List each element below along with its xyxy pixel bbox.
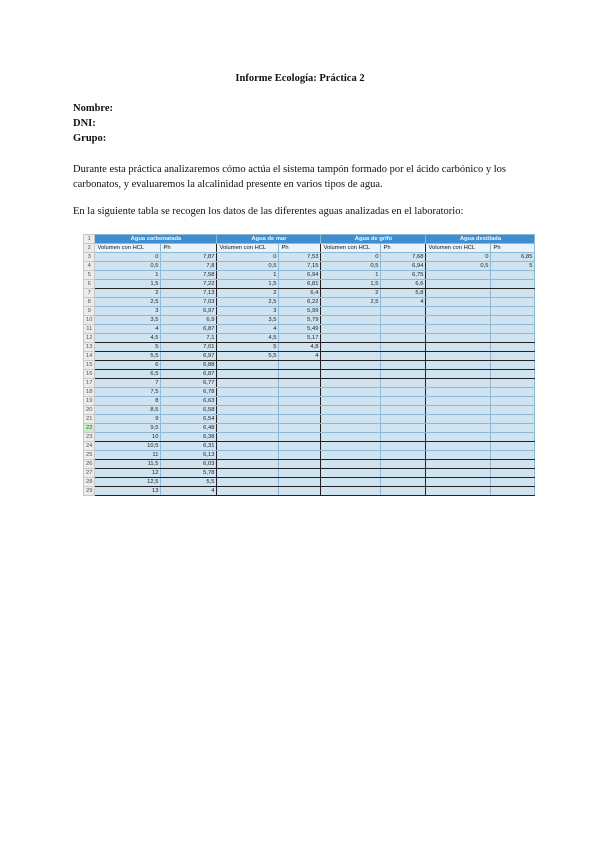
table-cell <box>321 424 381 433</box>
row-number: 28 <box>84 478 95 487</box>
table-row <box>84 469 535 478</box>
table-cell <box>321 478 381 487</box>
table-row <box>84 289 535 298</box>
table-cell <box>217 469 279 478</box>
table-cell: 7,03 <box>161 298 217 307</box>
table-cell <box>381 361 426 370</box>
table-cell: 6,97 <box>161 307 217 316</box>
table-cell <box>321 334 381 343</box>
table-cell: 7,15 <box>279 262 321 271</box>
table-cell <box>426 379 491 388</box>
table-cell <box>279 442 321 451</box>
row-number: 4 <box>84 262 95 271</box>
table-cell: 6,77 <box>161 379 217 388</box>
table-cell <box>321 397 381 406</box>
table-cell <box>321 487 381 496</box>
row-number: 7 <box>84 289 95 298</box>
table-cell <box>217 451 279 460</box>
table-cell <box>279 388 321 397</box>
table-cell: 6,85 <box>491 253 535 262</box>
column-header: Ph <box>491 244 535 253</box>
table-cell <box>426 415 491 424</box>
table-cell <box>491 325 535 334</box>
table-cell <box>426 280 491 289</box>
table-cell: 3,5 <box>217 316 279 325</box>
table-cell: 3 <box>217 307 279 316</box>
table-cell: 6,5 <box>95 370 161 379</box>
row-number: 27 <box>84 469 95 478</box>
table-cell: 5,5 <box>217 352 279 361</box>
table-cell: 0,5 <box>217 262 279 271</box>
table-cell <box>381 343 426 352</box>
table-cell <box>321 469 381 478</box>
table-cell: 6,58 <box>161 406 217 415</box>
field-label: DNI: <box>73 118 96 129</box>
table-cell: 1 <box>95 271 161 280</box>
row-number: 15 <box>84 361 95 370</box>
table-cell <box>217 397 279 406</box>
table-cell <box>491 379 535 388</box>
table-cell <box>279 406 321 415</box>
table-row <box>84 424 535 433</box>
table-cell <box>491 487 535 496</box>
table-cell <box>491 280 535 289</box>
row-number: 5 <box>84 271 95 280</box>
table-cell <box>217 388 279 397</box>
table-cell: 7,58 <box>161 271 217 280</box>
table-cell: 0,5 <box>426 262 491 271</box>
table-cell <box>426 406 491 415</box>
table-cell <box>491 316 535 325</box>
table-row <box>84 262 535 271</box>
field-label: Grupo: <box>73 133 107 144</box>
table-cell <box>279 478 321 487</box>
table-cell <box>321 433 381 442</box>
table-cell: 4 <box>279 352 321 361</box>
table-cell: 7,8 <box>161 262 217 271</box>
table-cell: 6,31 <box>161 442 217 451</box>
table-cell <box>426 289 491 298</box>
table-cell: 6,38 <box>161 433 217 442</box>
table-cell <box>426 298 491 307</box>
table-cell: 6,97 <box>161 352 217 361</box>
table-cell <box>321 370 381 379</box>
table-cell: 8 <box>95 397 161 406</box>
group-header: Agua carbonatada <box>95 235 217 244</box>
table-cell: 6,13 <box>161 451 217 460</box>
table-cell <box>426 343 491 352</box>
table-row <box>84 316 535 325</box>
table-row <box>84 433 535 442</box>
table-cell <box>491 352 535 361</box>
table-cell <box>491 478 535 487</box>
table-row <box>84 406 535 415</box>
table-cell <box>491 298 535 307</box>
table-cell <box>491 415 535 424</box>
table-cell <box>217 433 279 442</box>
table-cell <box>381 478 426 487</box>
row-number: 25 <box>84 451 95 460</box>
row-number: 1 <box>84 235 95 244</box>
table-cell <box>491 433 535 442</box>
table-row <box>84 370 535 379</box>
row-number: 2 <box>84 244 95 253</box>
table-cell: 12,5 <box>95 478 161 487</box>
column-header: Volumen con HCL <box>217 244 279 253</box>
table-cell: 7,5 <box>95 388 161 397</box>
table-cell <box>217 406 279 415</box>
table-cell <box>491 334 535 343</box>
table-row <box>84 478 535 487</box>
table-cell <box>279 487 321 496</box>
table-cell <box>491 271 535 280</box>
table-cell <box>491 469 535 478</box>
row-number: 12 <box>84 334 95 343</box>
student-fields <box>73 101 113 146</box>
table-cell <box>381 370 426 379</box>
table-cell: 10,5 <box>95 442 161 451</box>
table-cell: 0,5 <box>321 262 381 271</box>
table-cell <box>381 406 426 415</box>
column-header: Volumen con HCL <box>95 244 161 253</box>
table-cell: 2,5 <box>217 298 279 307</box>
table-cell: 6,87 <box>161 370 217 379</box>
table-cell <box>381 334 426 343</box>
row-number: 21 <box>84 415 95 424</box>
row-number: 19 <box>84 397 95 406</box>
table-cell <box>321 316 381 325</box>
table-cell <box>381 415 426 424</box>
table-cell <box>426 325 491 334</box>
table-cell <box>381 460 426 469</box>
table-cell <box>426 307 491 316</box>
row-number: 23 <box>84 433 95 442</box>
table-cell <box>426 442 491 451</box>
row-number: 22 <box>84 424 95 433</box>
table-cell <box>321 451 381 460</box>
table-row <box>84 253 535 262</box>
table-cell: 5,79 <box>279 316 321 325</box>
table-cell: 6,22 <box>279 298 321 307</box>
table-row <box>84 271 535 280</box>
table-cell <box>217 460 279 469</box>
table-cell: 0 <box>217 253 279 262</box>
table-cell: 4,5 <box>95 334 161 343</box>
table-cell: 2 <box>217 289 279 298</box>
table-row <box>84 415 535 424</box>
row-number: 13 <box>84 343 95 352</box>
table-cell <box>321 343 381 352</box>
table-cell: 9 <box>95 415 161 424</box>
table-cell: 6,54 <box>161 415 217 424</box>
table-cell <box>279 397 321 406</box>
table-cell: 4 <box>217 325 279 334</box>
table-cell: 6,03 <box>161 460 217 469</box>
table-cell: 10 <box>95 433 161 442</box>
table-cell <box>279 415 321 424</box>
table-cell: 6 <box>95 361 161 370</box>
table-row <box>84 334 535 343</box>
field-grupo <box>73 131 113 146</box>
table-cell: 7,87 <box>161 253 217 262</box>
table-cell: 1 <box>217 271 279 280</box>
table-row <box>84 307 535 316</box>
table-cell: 5,49 <box>279 325 321 334</box>
table-cell: 0,5 <box>95 262 161 271</box>
table-cell: 5,8 <box>381 289 426 298</box>
table-cell <box>217 361 279 370</box>
table-cell: 4 <box>95 325 161 334</box>
table-cell <box>321 307 381 316</box>
table-cell <box>321 379 381 388</box>
table-cell <box>381 442 426 451</box>
table-cell <box>381 469 426 478</box>
table-cell <box>321 388 381 397</box>
table-cell: 6,75 <box>381 271 426 280</box>
column-header: Ph <box>161 244 217 253</box>
table-cell <box>321 415 381 424</box>
table-cell: 8,5 <box>95 406 161 415</box>
table-row <box>84 487 535 496</box>
group-header: Agua destilada <box>426 235 535 244</box>
table-row <box>84 343 535 352</box>
table-cell <box>321 352 381 361</box>
table-cell: 0 <box>321 253 381 262</box>
table-cell <box>491 397 535 406</box>
table-cell <box>426 424 491 433</box>
table-cell: 4 <box>161 487 217 496</box>
table-row <box>84 388 535 397</box>
table-cell: 13 <box>95 487 161 496</box>
table-cell: 6,63 <box>161 397 217 406</box>
table-cell <box>279 469 321 478</box>
table-row <box>84 451 535 460</box>
table-cell <box>491 343 535 352</box>
row-number: 26 <box>84 460 95 469</box>
table-cell: 5,17 <box>279 334 321 343</box>
table-cell: 2 <box>321 289 381 298</box>
table-cell <box>426 316 491 325</box>
table-cell <box>381 325 426 334</box>
table-cell <box>381 388 426 397</box>
table-cell: 2 <box>95 289 161 298</box>
table-cell: 6,94 <box>381 262 426 271</box>
table-cell <box>426 469 491 478</box>
intro-paragraph: Durante esta práctica analizaremos cómo actúa el sistema tampón formado por el ácido carbónico y los carbonatos, y evaluaremos la alcalinidad presente en varios tipos de agua. <box>73 164 506 190</box>
table-cell <box>426 361 491 370</box>
table-cell <box>321 325 381 334</box>
table-cell <box>426 451 491 460</box>
table-cell <box>217 442 279 451</box>
table-cell: 1,5 <box>217 280 279 289</box>
column-header: Ph <box>381 244 426 253</box>
row-number: 10 <box>84 316 95 325</box>
table-cell: 6,48 <box>161 424 217 433</box>
table-row <box>84 361 535 370</box>
table-cell: 5,5 <box>95 352 161 361</box>
table-cell: 6,87 <box>161 325 217 334</box>
table-cell: 6,81 <box>279 280 321 289</box>
table-cell <box>279 379 321 388</box>
field-nombre <box>73 101 113 116</box>
row-number: 29 <box>84 487 95 496</box>
table-cell: 7,01 <box>161 343 217 352</box>
row-number: 6 <box>84 280 95 289</box>
table-row <box>84 442 535 451</box>
row-number: 16 <box>84 370 95 379</box>
table-cell <box>491 460 535 469</box>
table-cell <box>426 388 491 397</box>
row-number: 14 <box>84 352 95 361</box>
group-header: Agua de grifo <box>321 235 426 244</box>
table-cell <box>426 334 491 343</box>
table-cell <box>279 433 321 442</box>
table-cell: 5,78 <box>161 469 217 478</box>
table-cell <box>217 415 279 424</box>
row-number: 9 <box>84 307 95 316</box>
table-row <box>84 280 535 289</box>
column-header: Ph <box>279 244 321 253</box>
data-table <box>83 234 535 496</box>
table-cell <box>279 460 321 469</box>
field-label: Nombre: <box>73 103 114 114</box>
table-cell <box>381 352 426 361</box>
table-cell <box>217 487 279 496</box>
table-cell <box>381 487 426 496</box>
table-cell <box>279 451 321 460</box>
table-cell <box>321 361 381 370</box>
table-cell <box>426 352 491 361</box>
row-number: 3 <box>84 253 95 262</box>
column-header-row <box>84 244 535 253</box>
table-cell <box>217 379 279 388</box>
group-header: Agua de mar <box>217 235 321 244</box>
table-cell: 6,4 <box>279 289 321 298</box>
column-header: Volumen con HCL <box>321 244 381 253</box>
table-cell <box>381 379 426 388</box>
table-cell <box>491 424 535 433</box>
table-cell <box>491 289 535 298</box>
table-cell <box>491 370 535 379</box>
table-cell: 1,5 <box>95 280 161 289</box>
table-cell: 0 <box>95 253 161 262</box>
table-cell <box>381 307 426 316</box>
table-cell: 7,68 <box>381 253 426 262</box>
table-cell: 6,9 <box>161 316 217 325</box>
table-cell <box>217 424 279 433</box>
table-row <box>84 325 535 334</box>
table-cell: 3,5 <box>95 316 161 325</box>
table-cell <box>381 397 426 406</box>
table-cell <box>426 370 491 379</box>
table-cell <box>217 478 279 487</box>
table-cell: 6,6 <box>381 280 426 289</box>
row-number: 18 <box>84 388 95 397</box>
table-cell: 7,22 <box>161 280 217 289</box>
row-number: 11 <box>84 325 95 334</box>
table-cell <box>381 424 426 433</box>
table-cell: 4,5 <box>217 334 279 343</box>
table-row <box>84 298 535 307</box>
table-cell: 0 <box>426 253 491 262</box>
table-cell: 5,5 <box>161 478 217 487</box>
table-cell: 5 <box>95 343 161 352</box>
table-row <box>84 397 535 406</box>
table-cell <box>491 451 535 460</box>
table-cell: 6,78 <box>161 388 217 397</box>
table-cell <box>426 397 491 406</box>
table-cell: 11,5 <box>95 460 161 469</box>
table-cell: 1,5 <box>321 280 381 289</box>
table-cell <box>381 316 426 325</box>
table-cell: 5 <box>217 343 279 352</box>
table-cell: 7 <box>95 379 161 388</box>
table-cell: 7,1 <box>161 334 217 343</box>
table-cell: 6,94 <box>279 271 321 280</box>
row-number: 17 <box>84 379 95 388</box>
column-header: Volumen con HCL <box>426 244 491 253</box>
table-row <box>84 379 535 388</box>
group-header-row <box>84 235 535 244</box>
table-cell: 2,5 <box>95 298 161 307</box>
table-cell <box>321 442 381 451</box>
table-intro-paragraph: En la siguiente tabla se recogen los datos de las diferentes aguas analizadas en el laboratorio: <box>73 206 464 217</box>
table-cell <box>426 271 491 280</box>
row-number: 8 <box>84 298 95 307</box>
table-cell: 6,88 <box>161 361 217 370</box>
table-cell <box>279 370 321 379</box>
table-cell: 1 <box>321 271 381 280</box>
table-cell <box>381 433 426 442</box>
table-row <box>84 352 535 361</box>
field-dni <box>73 116 113 131</box>
document-title: Informe Ecología: Práctica 2 <box>235 73 365 84</box>
table-cell <box>491 307 535 316</box>
table-cell: 12 <box>95 469 161 478</box>
table-cell <box>321 460 381 469</box>
table-cell: 2,5 <box>321 298 381 307</box>
spreadsheet-image <box>83 234 535 496</box>
row-number: 20 <box>84 406 95 415</box>
table-cell: 5 <box>491 262 535 271</box>
table-cell: 7,53 <box>279 253 321 262</box>
table-cell <box>426 487 491 496</box>
table-cell <box>426 460 491 469</box>
table-cell: 7,13 <box>161 289 217 298</box>
table-cell <box>491 361 535 370</box>
table-cell: 9,5 <box>95 424 161 433</box>
table-cell <box>321 406 381 415</box>
table-cell <box>217 370 279 379</box>
table-cell <box>381 451 426 460</box>
table-cell <box>491 388 535 397</box>
table-cell <box>279 424 321 433</box>
table-cell: 11 <box>95 451 161 460</box>
table-cell <box>491 406 535 415</box>
table-cell: 3 <box>95 307 161 316</box>
row-number: 24 <box>84 442 95 451</box>
table-cell <box>279 361 321 370</box>
table-cell: 4,8 <box>279 343 321 352</box>
table-cell <box>426 433 491 442</box>
table-cell <box>491 442 535 451</box>
table-cell: 4 <box>381 298 426 307</box>
table-row <box>84 460 535 469</box>
table-cell: 5,99 <box>279 307 321 316</box>
table-cell <box>426 478 491 487</box>
